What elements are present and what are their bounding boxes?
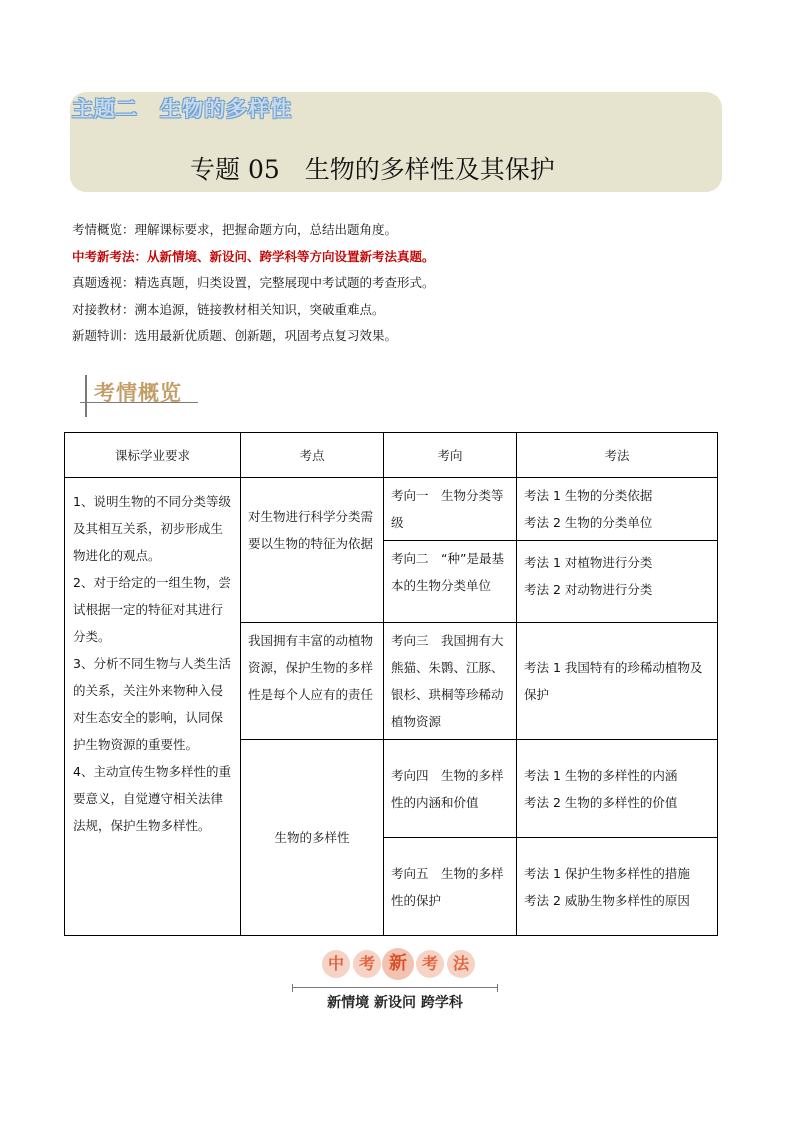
section-heading: [80, 370, 220, 420]
header-cell: 考点: [241, 433, 384, 478]
header-cell: 考向: [384, 433, 517, 478]
method-item: 考法 1 生物的分类依据: [524, 488, 653, 503]
badge-char: 考: [416, 950, 444, 978]
direction-cell: 考向五 生物的多样性的保护: [384, 838, 517, 936]
intro-item: 真题透视：精选真题，归类设置，完整展现中考试题的考查形式。: [72, 275, 435, 290]
method-cell: [517, 740, 718, 838]
method-item: 考法 1 我国特有的珍稀动植物及保护: [524, 660, 703, 702]
intro-list: [72, 217, 722, 350]
badge-subtitle: 新情境 新设问 跨学科: [327, 995, 463, 1011]
section-title: 考情概览: [94, 381, 182, 405]
point-cell: 生物的多样性: [241, 740, 384, 936]
point-cell: 对生物进行科学分类需要以生物的特征为依据: [241, 478, 384, 623]
badge-divider-tick: [497, 984, 498, 992]
direction-cell: 考向三 我国拥有大熊猫、朱鹮、江豚、银杉、珙桐等珍稀动植物资源: [384, 623, 517, 740]
method-item: 考法 2 生物的多样性的价值: [524, 794, 678, 810]
intro-item-highlight: 中考新考法：从新情境、新设问、跨学科等方向设置新考法真题。: [72, 248, 435, 264]
method-cell: [517, 541, 718, 623]
method-item: 考法 2 威胁生物多样性的原因: [524, 892, 690, 908]
method-cell: [517, 623, 718, 740]
intro-item: 考情概览：理解课标要求，把握命题方向，总结出题角度。: [72, 222, 398, 237]
method-item: 考法 1 保护生物多样性的措施: [524, 865, 690, 881]
badge-divider-tick: [292, 984, 293, 992]
direction-cell: 考向一 生物分类等级: [384, 478, 517, 541]
point-cell: 我国拥有丰富的动植物资源，保护生物的多样性是每个人应有的责任: [241, 623, 384, 740]
table-header-row: [65, 433, 718, 478]
heading-divider: [85, 375, 87, 417]
requirement-item: 1、说明生物的不同分类等级及其相互关系，初步形成生物进化的观点。: [73, 494, 231, 563]
method-item: 考法 1 对植物进行分类: [524, 555, 653, 570]
header-cell: 课标学业要求: [65, 433, 241, 478]
method-cell: [517, 478, 718, 541]
requirement-item: 2、对于给定的一组生物，尝试根据一定的特征对其进行分类。: [73, 575, 231, 644]
header-cell: 考法: [517, 433, 718, 478]
badge-char: 法: [447, 950, 475, 978]
page-title: 专题 05 生物的多样性及其保护: [190, 155, 555, 184]
method-item: 考法 1 生物的多样性的内涵: [524, 767, 678, 783]
intro-item: 对接教材：溯本追源，链接教材相关知识，突破重难点。: [72, 301, 385, 317]
direction-cell: 考向四 生物的多样性的内涵和价值: [384, 740, 517, 838]
badge-divider: [292, 987, 498, 988]
badge-char: 中: [322, 950, 350, 978]
method-item: 考法 2 生物的分类单位: [524, 515, 653, 530]
requirement-item: 3、分析不同生物与人类生活的关系，关注外来物种入侵对生态安全的影响，认同保护生物资源的重要性。: [73, 656, 231, 752]
requirements-cell: [65, 478, 241, 936]
direction-cell: 考向二 “种”是最基本的生物分类单位: [384, 541, 517, 623]
badge-char: 考: [353, 950, 381, 978]
method-item: 考法 2 对动物进行分类: [524, 582, 653, 597]
new-method-badge: [320, 950, 476, 980]
intro-item: 新题特训：选用最新优质题、创新题，巩固考点复习效果。: [72, 328, 398, 343]
theme-label: 主题二 生物的多样性: [72, 97, 292, 121]
requirement-item: 4、主动宣传生物多样性的重要意义，自觉遵守相关法律法规，保护生物多样性。: [73, 764, 231, 833]
badge-char: 新: [382, 948, 414, 980]
overview-table: [64, 432, 718, 936]
method-cell: [517, 838, 718, 936]
table-row: [65, 478, 718, 541]
